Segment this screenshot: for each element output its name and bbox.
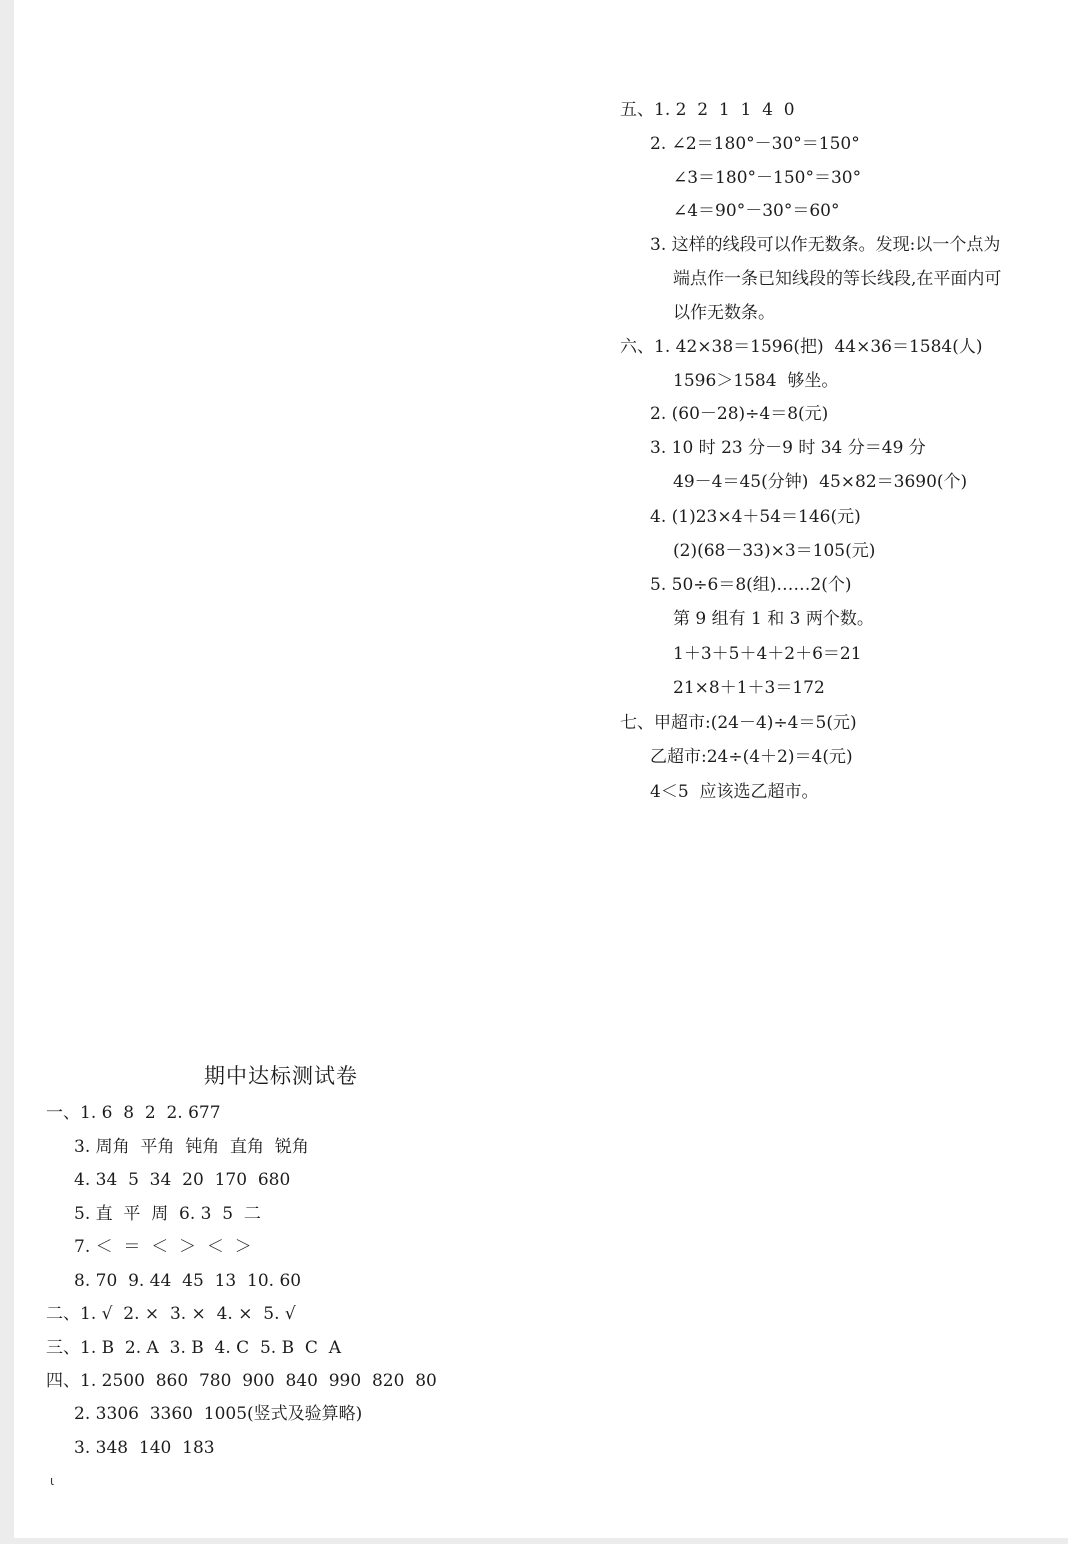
answer-line: 5. 50÷6＝8(组)……2(个) (650, 575, 852, 595)
answer-line: 4. 34 5 34 20 170 680 (74, 1170, 291, 1190)
answer-page (14, 0, 1068, 1538)
answer-line: 第 9 组有 1 和 3 两个数。 (673, 609, 874, 629)
answer-line: 七、甲超市:(24－4)÷4＝5(元) (620, 713, 857, 733)
answer-line: 2. ∠2＝180°－30°＝150° (650, 134, 860, 154)
answer-line: 六、1. 42×38＝1596(把) 44×36＝1584(人) (620, 337, 983, 357)
answer-line: 五、1. 2 2 1 1 4 0 (620, 100, 795, 120)
answer-line: 一、1. 6 8 2 2. 677 (46, 1103, 221, 1123)
answer-line: 3. 348 140 183 (74, 1438, 215, 1458)
answer-line: 21×8＋1＋3＝172 (673, 678, 825, 698)
answer-line: 2. (60－28)÷4＝8(元) (650, 404, 829, 424)
answer-line: 49－4＝45(分钟) 45×82＝3690(个) (673, 472, 968, 492)
answer-line: 7. ＜ ＝ ＜ ＞ ＜ ＞ (74, 1237, 252, 1257)
answer-line: 3. 10 时 23 分－9 时 34 分＝49 分 (650, 438, 926, 458)
answer-line: 3. 这样的线段可以作无数条。发现:以一个点为 (650, 235, 1001, 255)
answer-line: 2. 3306 3360 1005(竖式及验算略) (74, 1404, 363, 1424)
answer-line: 4＜5 应该选乙超市。 (650, 782, 819, 802)
corner-mark: ι (50, 1474, 55, 1488)
answer-line: 4. (1)23×4＋54＝146(元) (650, 507, 861, 527)
answer-line: 1596＞1584 够坐。 (673, 371, 839, 391)
section-title: 期中达标测试卷 (204, 1064, 358, 1088)
answer-line: 乙超市:24÷(4＋2)＝4(元) (650, 747, 853, 767)
answer-line: 3. 周角 平角 钝角 直角 锐角 (74, 1137, 309, 1157)
answer-line: 8. 70 9. 44 45 13 10. 60 (74, 1271, 302, 1291)
answer-line: 1＋3＋5＋4＋2＋6＝21 (673, 644, 862, 664)
answer-line: 三、1. B 2. A 3. B 4. C 5. B C A (46, 1338, 342, 1358)
answer-line: 5. 直 平 周 6. 3 5 二 (74, 1204, 261, 1224)
answer-line: 四、1. 2500 860 780 900 840 990 820 80 (46, 1371, 437, 1391)
answer-line: (2)(68－33)×3＝105(元) (673, 541, 876, 561)
answer-line: ∠4＝90°－30°＝60° (673, 201, 840, 221)
answer-line: ∠3＝180°－150°＝30° (673, 168, 862, 188)
answer-line: 以作无数条。 (673, 303, 775, 323)
answer-line: 二、1. √ 2. × 3. × 4. × 5. √ (46, 1304, 296, 1324)
answer-line: 端点作一条已知线段的等长线段,在平面内可 (673, 269, 1002, 289)
